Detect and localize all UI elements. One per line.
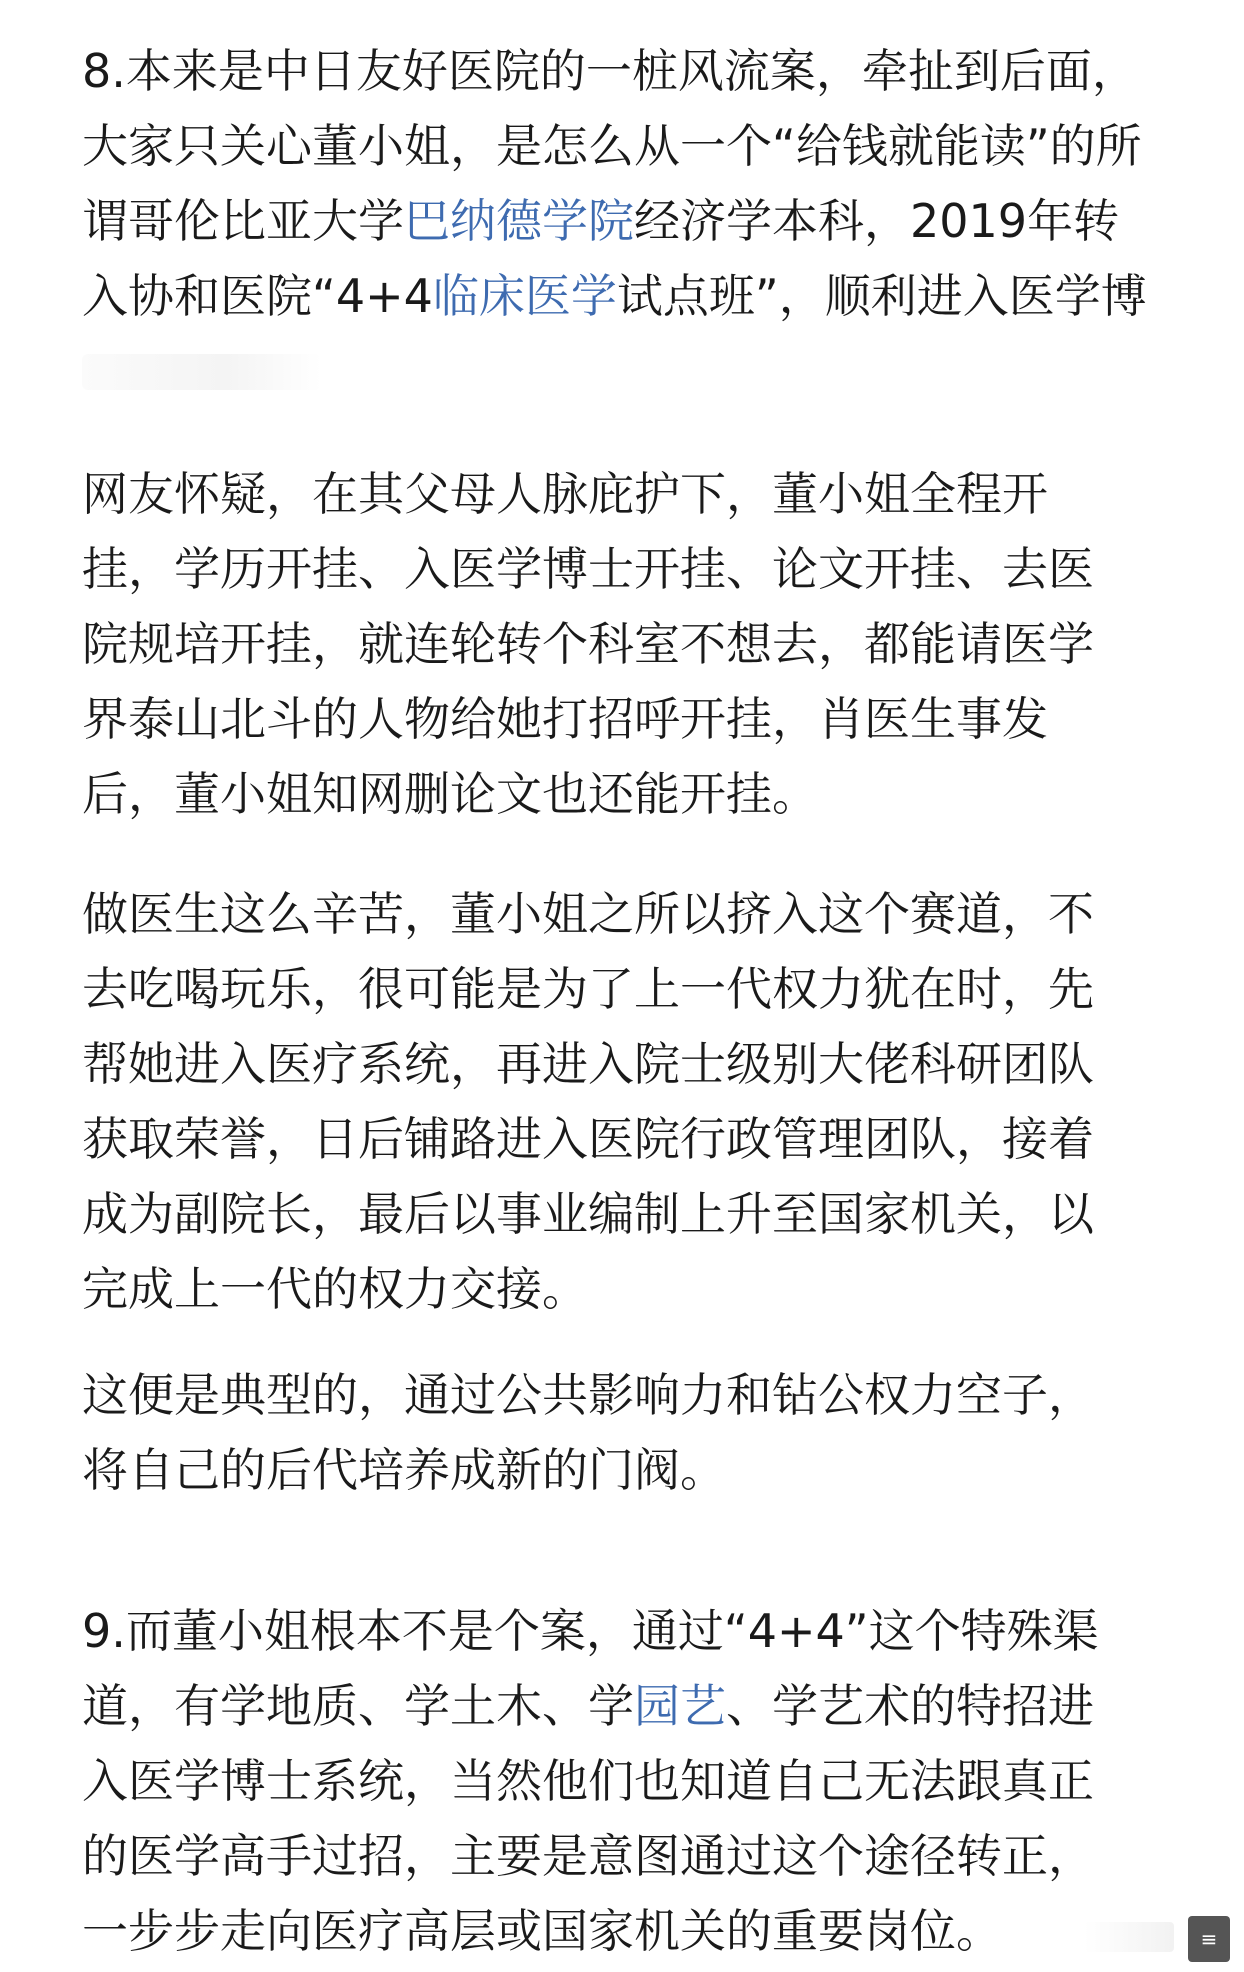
paragraph-line: 完成上一代的权力交接。 bbox=[82, 1262, 588, 1316]
paragraph-line: 8.本来是中日友好医院的一桩风流案，牵扯到后面， bbox=[82, 44, 1138, 98]
paragraph-8 bbox=[82, 34, 1147, 409]
text-span: 试点班”，顺利进入医学博 bbox=[616, 269, 1147, 323]
paragraph-typical bbox=[82, 1358, 1094, 1508]
paragraph-line bbox=[82, 184, 1147, 259]
paragraph-netizen-doubt bbox=[82, 457, 1094, 832]
paragraph-line: 的医学高手过招，主要是意图通过这个途径转正， bbox=[82, 1829, 1094, 1883]
paragraph-line: 获取荣誉，日后铺路进入医院行政管理团队，接着 bbox=[82, 1112, 1094, 1166]
faded-line bbox=[82, 334, 1147, 409]
paragraph-line: 网友怀疑，在其父母人脉庇护下，董小姐全程开 bbox=[82, 467, 1048, 521]
text-span: 谓哥伦比亚大学 bbox=[82, 194, 404, 248]
text-span: 、学艺术的特招进 bbox=[726, 1679, 1094, 1733]
paragraph-line: 成为副院长，最后以事业编制上升至国家机关，以 bbox=[82, 1187, 1094, 1241]
paragraph-line: 大家只关心董小姐，是怎么从一个“给钱就能读”的所 bbox=[82, 119, 1142, 173]
text-span: 道，有学地质、学土木、学 bbox=[82, 1679, 634, 1733]
paragraph-line: 一步步走向医疗高层或国家机关的重要岗位。 bbox=[82, 1904, 1002, 1958]
paragraph-line: 将自己的后代培养成新的门阀。 bbox=[82, 1443, 726, 1497]
paragraph-line: 入医学博士系统，当然他们也知道自己无法跟真正 bbox=[82, 1754, 1094, 1808]
link-clinical-medicine[interactable]: 临床医学 bbox=[432, 269, 617, 323]
paragraph-doctor-career bbox=[82, 877, 1094, 1327]
paragraph-line: 后，董小姐知网删论文也还能开挂。 bbox=[82, 767, 818, 821]
paragraph-line: 界泰山北斗的人物给她打招呼开挂，肖医生事发 bbox=[82, 692, 1048, 746]
paragraph-line: 院规培开挂，就连轮转个科室不想去，都能请医学 bbox=[82, 617, 1094, 671]
paragraph-line: 这便是典型的，通过公共影响力和钻公权力空子， bbox=[82, 1368, 1094, 1422]
text-span: 入协和医院“4+4 bbox=[82, 269, 433, 323]
paragraph-line bbox=[82, 259, 1147, 334]
faded-corner-block bbox=[1084, 1922, 1174, 1952]
paragraph-line: 挂，学历开挂、入医学博士开挂、论文开挂、去医 bbox=[82, 542, 1094, 596]
link-horticulture[interactable]: 园艺 bbox=[634, 1679, 726, 1733]
paragraph-line: 去吃喝玩乐，很可能是为了上一代权力犹在时，先 bbox=[82, 962, 1094, 1016]
menu-button[interactable] bbox=[1188, 1916, 1230, 1962]
paragraph-line bbox=[82, 1669, 1099, 1744]
text-span: 经济学本科，2019年转 bbox=[634, 194, 1120, 248]
paragraph-line: 做医生这么辛苦，董小姐之所以挤入这个赛道，不 bbox=[82, 887, 1094, 941]
faded-text-block bbox=[82, 354, 322, 390]
link-barnard-college[interactable]: 巴纳德学院 bbox=[404, 194, 634, 248]
menu-icon: ≡ bbox=[1200, 1927, 1218, 1951]
paragraph-9 bbox=[82, 1594, 1099, 1969]
paragraph-line: 9.而董小姐根本不是个案，通过“4+4”这个特殊渠 bbox=[82, 1604, 1099, 1658]
paragraph-line: 帮她进入医疗系统，再进入院士级别大佬科研团队 bbox=[82, 1037, 1094, 1091]
